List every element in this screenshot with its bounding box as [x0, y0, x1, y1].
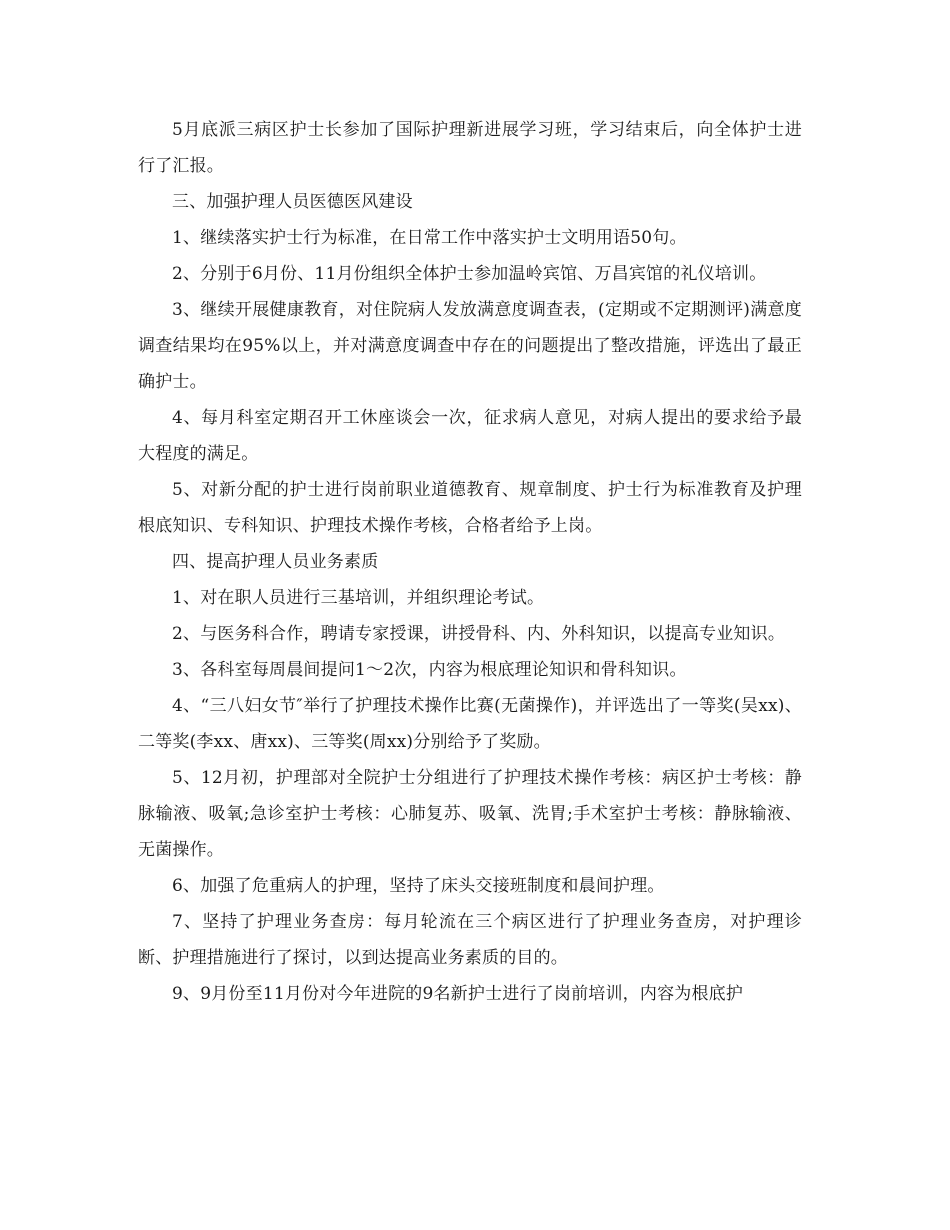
paragraph-skills-4: 4、“三八妇女节″举行了护理技术操作比赛(无菌操作)，并评选出了一等奖(吴xx)、二等奖(李xx、唐xx)、三等奖(周xx)分别给予了奖励。	[138, 696, 802, 752]
paragraph-ethics-4: 4、每月科室定期召开工休座谈会一次，征求病人意见，对病人提出的要求给予最大程度的满足。	[138, 408, 802, 464]
document-body	[138, 112, 802, 1012]
paragraph-ethics-2: 2、分别于6月份、11月份组织全体护士参加温岭宾馆、万昌宾馆的礼仪培训。	[172, 264, 767, 284]
paragraph-skills-3: 3、各科室每周晨间提问1～2次，内容为根底理论知识和骨科知识。	[172, 660, 687, 680]
paragraph-skills-9: 9、9月份至11月份对今年进院的9名新护士进行了岗前培训，内容为根底护	[172, 984, 744, 1004]
paragraph-skills-5: 5、12月初，护理部对全院护士分组进行了护理技术操作考核：病区护士考核：静脉输液、吸氧;急诊室护士考核：心肺复苏、吸氧、洗胃;手术室护士考核：静脉输液、无菌操作。	[138, 768, 802, 860]
section-heading-ethics: 三、加强护理人员医德医风建设	[172, 192, 413, 212]
section-heading-skills: 四、提高护理人员业务素质	[172, 552, 379, 572]
paragraph-ethics-5: 5、对新分配的护士进行岗前职业道德教育、规章制度、护士行为标准教育及护理根底知识、专科知识、护理技术操作考核，合格者给予上岗。	[138, 480, 802, 536]
paragraph-ethics-3: 3、继续开展健康教育，对住院病人发放满意度调查表，(定期或不定期测评)满意度调查结果均在95%以上，并对满意度调查中存在的问题提出了整改措施，评选出了最正确护士。	[138, 300, 802, 392]
paragraph-ethics-1: 1、继续落实护士行为标准，在日常工作中落实护士文明用语50句。	[172, 228, 687, 248]
paragraph-head-nurse-training: 5月底派三病区护士长参加了国际护理新进展学习班，学习结束后，向全体护士进行了汇报。	[138, 120, 802, 176]
paragraph-skills-1: 1、对在职人员进行三基培训，并组织理论考试。	[172, 588, 545, 608]
paragraph-skills-6: 6、加强了危重病人的护理，坚持了床头交接班制度和晨间护理。	[172, 876, 665, 896]
paragraph-skills-2: 2、与医务科合作，聘请专家授课，讲授骨科、内、外科知识，以提高专业知识。	[172, 624, 786, 644]
paragraph-skills-7: 7、坚持了护理业务查房：每月轮流在三个病区进行了护理业务查房，对护理诊断、护理措施进行了探讨，以到达提高业务素质的目的。	[138, 912, 802, 968]
